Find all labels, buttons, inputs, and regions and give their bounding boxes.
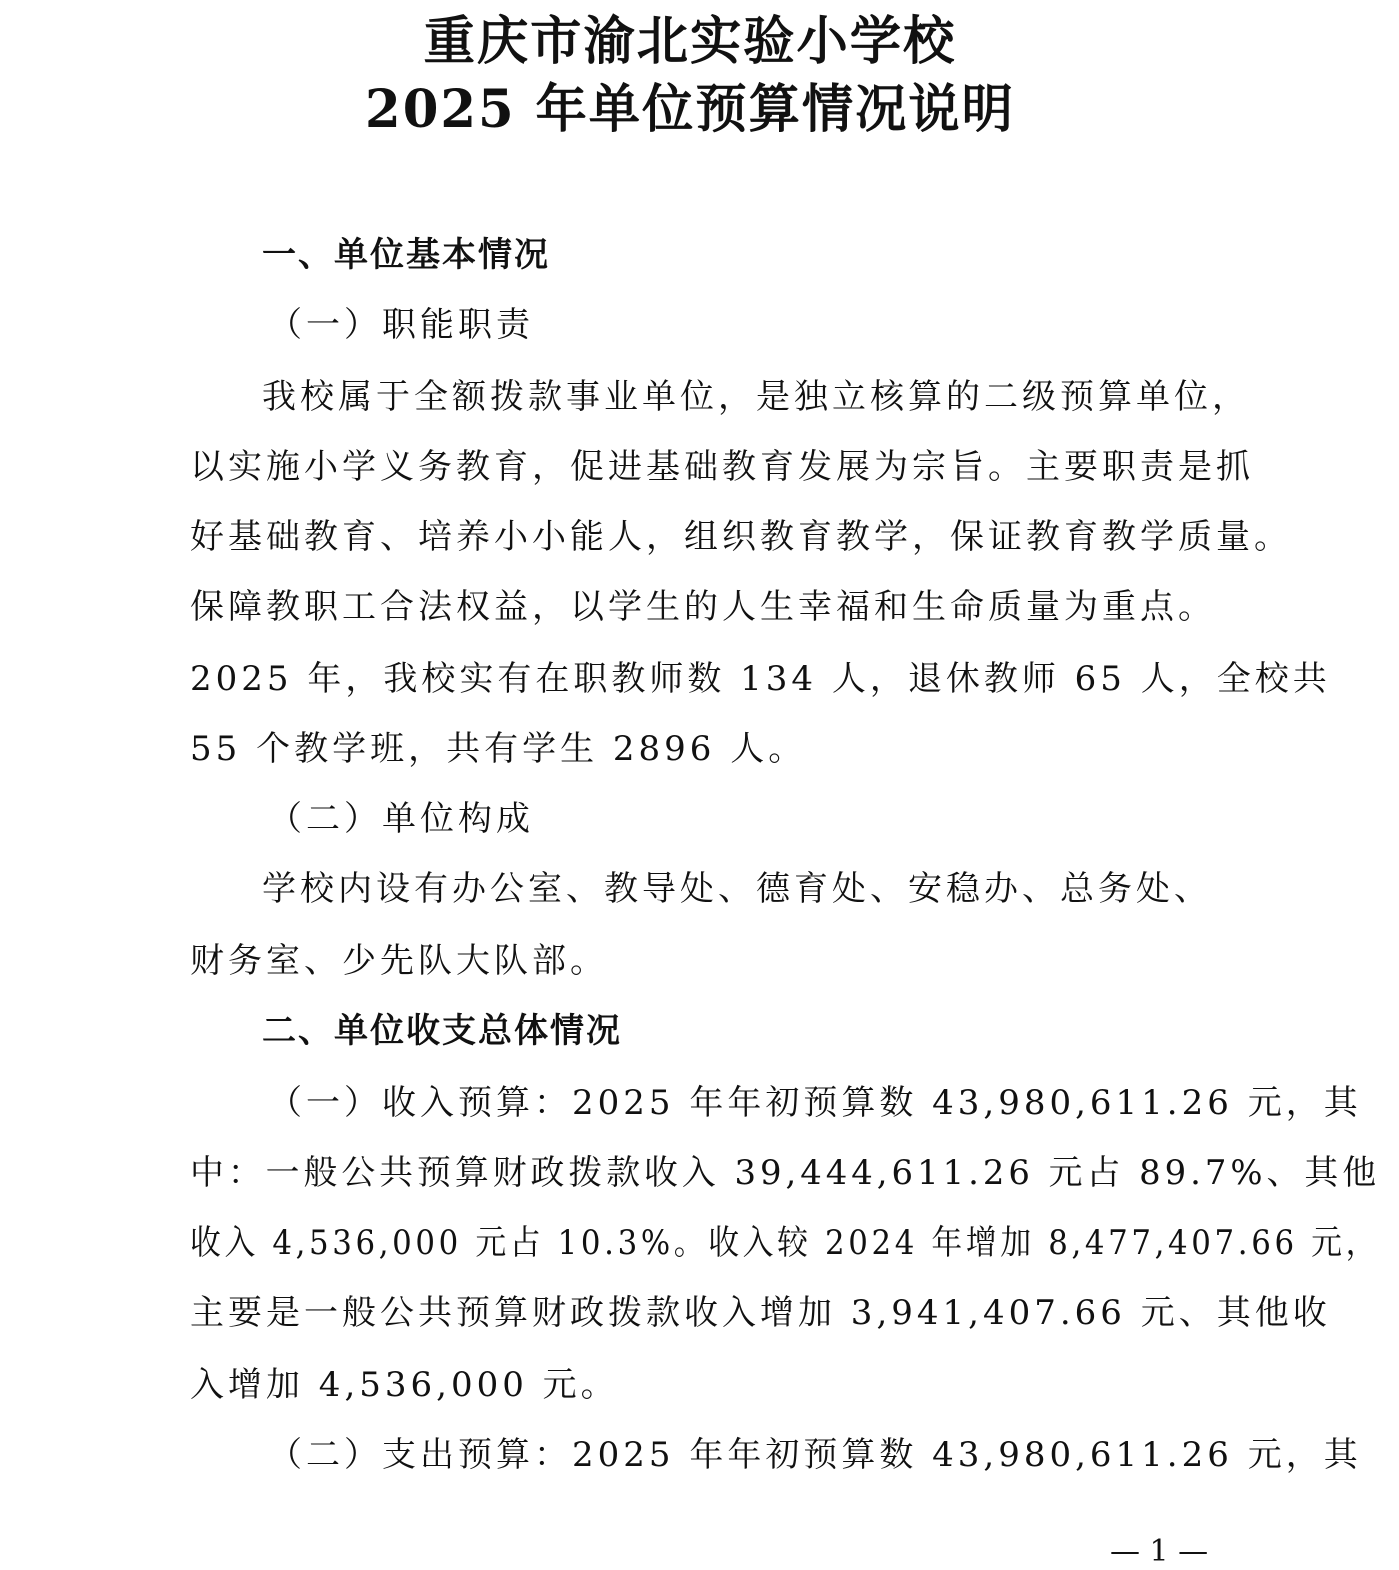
paragraph-line: 好基础教育、培养小小能人，组织教育教学，保证教育教学质量。 bbox=[190, 517, 1292, 557]
paragraph-line: 以实施小学义务教育，促进基础教育发展为宗旨。主要职责是抓 bbox=[190, 447, 1254, 487]
paragraph-line: 中：一般公共预算财政拨款收入 39,444,611.26 元占 89.7%、其他 bbox=[190, 1153, 1381, 1193]
paragraph-line: 2025 年，我校实有在职教师数 134 人，退休教师 65 人，全校共 bbox=[190, 659, 1331, 699]
subsection-heading: （一）职能职责 bbox=[268, 305, 534, 345]
page-number: — 1 — bbox=[1110, 1534, 1209, 1569]
paragraph-line: 主要是一般公共预算财政拨款收入增加 3,941,407.66 元、其他收 bbox=[190, 1293, 1331, 1333]
paragraph-line: 学校内设有办公室、教导处、德育处、安稳办、总务处、 bbox=[262, 869, 1212, 909]
paragraph-line: 收入 4,536,000 元占 10.3%。收入较 2024 年增加 8,477,407.66 元， bbox=[190, 1223, 1381, 1263]
title-line-1: 重庆市渝北实验小学校 bbox=[423, 11, 957, 72]
subsection-heading: （二）单位构成 bbox=[268, 799, 534, 839]
paragraph-line: 入增加 4,536,000 元。 bbox=[190, 1365, 619, 1405]
paragraph-line: 财务室、少先队大队部。 bbox=[190, 941, 608, 981]
title-line-2: 2025 年单位预算情况说明 bbox=[365, 79, 1015, 140]
paragraph-line: 保障教职工合法权益，以学生的人生幸福和生命质量为重点。 bbox=[190, 587, 1216, 627]
paragraph-line: （二）支出预算：2025 年年初预算数 43,980,611.26 元，其 bbox=[268, 1435, 1362, 1475]
section-heading: 一、单位基本情况 bbox=[262, 235, 550, 275]
section-heading: 二、单位收支总体情况 bbox=[262, 1011, 622, 1051]
paragraph-line: （一）收入预算：2025 年年初预算数 43,980,611.26 元，其 bbox=[268, 1083, 1362, 1123]
paragraph-line: 55 个教学班，共有学生 2896 人。 bbox=[190, 729, 807, 769]
paragraph-line: 我校属于全额拨款事业单位，是独立核算的二级预算单位， bbox=[262, 377, 1250, 417]
